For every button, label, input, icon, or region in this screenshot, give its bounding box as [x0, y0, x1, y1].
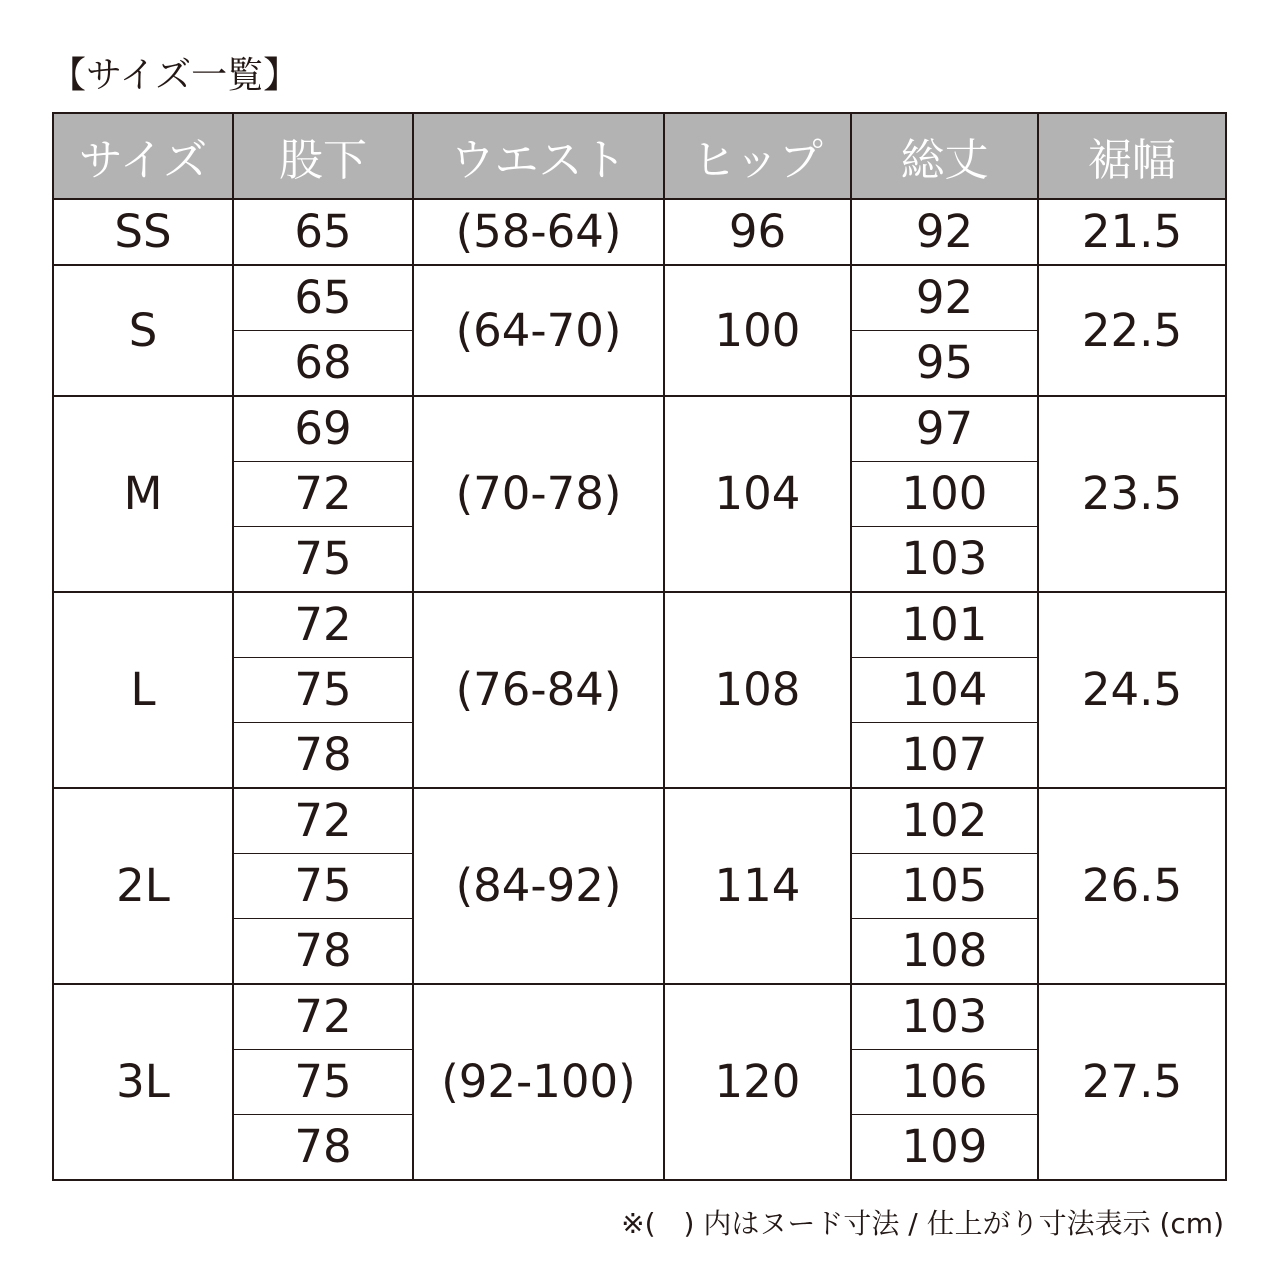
cell-waist: (58-64) — [413, 199, 664, 265]
cell-inseam: 75 — [233, 527, 413, 593]
cell-size: SS — [53, 199, 233, 265]
table-row — [53, 265, 1226, 331]
cell-total-length: 109 — [851, 1115, 1038, 1181]
footnote: ※( ) 内はヌード寸法 / 仕上がり寸法表示 (cm) — [621, 1207, 1224, 1240]
cell-waist: (76-84) — [413, 592, 664, 788]
cell-size: S — [53, 265, 233, 396]
cell-total-length: 103 — [851, 984, 1038, 1050]
cell-size: 2L — [53, 788, 233, 984]
table-row — [53, 984, 1226, 1050]
cell-hem-width: 26.5 — [1038, 788, 1226, 984]
cell-inseam: 78 — [233, 919, 413, 985]
cell-total-length: 103 — [851, 527, 1038, 593]
cell-hip: 96 — [664, 199, 851, 265]
header-hip: ヒップ — [664, 113, 851, 199]
cell-inseam: 75 — [233, 658, 413, 723]
cell-inseam: 65 — [233, 199, 413, 265]
cell-total-length: 104 — [851, 658, 1038, 723]
cell-waist: (70-78) — [413, 396, 664, 592]
cell-total-length: 102 — [851, 788, 1038, 854]
cell-inseam: 78 — [233, 723, 413, 789]
cell-inseam: 72 — [233, 984, 413, 1050]
header-total-length: 総丈 — [851, 113, 1038, 199]
cell-total-length: 106 — [851, 1050, 1038, 1115]
cell-total-length: 105 — [851, 854, 1038, 919]
table-header-row — [53, 113, 1226, 199]
cell-hip: 114 — [664, 788, 851, 984]
cell-inseam: 72 — [233, 462, 413, 527]
cell-hem-width: 24.5 — [1038, 592, 1226, 788]
cell-hip: 104 — [664, 396, 851, 592]
cell-hip: 108 — [664, 592, 851, 788]
cell-hip: 100 — [664, 265, 851, 396]
cell-size: M — [53, 396, 233, 592]
header-size: サイズ — [53, 113, 233, 199]
page-title: 【サイズ一覧】 — [50, 55, 300, 96]
cell-inseam: 75 — [233, 1050, 413, 1115]
cell-inseam: 68 — [233, 331, 413, 397]
cell-hip: 120 — [664, 984, 851, 1180]
header-inseam: 股下 — [233, 113, 413, 199]
cell-inseam: 65 — [233, 265, 413, 331]
cell-waist: (64-70) — [413, 265, 664, 396]
cell-inseam: 72 — [233, 592, 413, 658]
size-table — [52, 112, 1227, 1181]
cell-hem-width: 21.5 — [1038, 199, 1226, 265]
cell-inseam: 75 — [233, 854, 413, 919]
header-hem-width: 裾幅 — [1038, 113, 1226, 199]
cell-size: L — [53, 592, 233, 788]
cell-hem-width: 22.5 — [1038, 265, 1226, 396]
table-row — [53, 396, 1226, 462]
cell-total-length: 107 — [851, 723, 1038, 789]
table-row — [53, 592, 1226, 658]
cell-inseam: 78 — [233, 1115, 413, 1181]
cell-total-length: 97 — [851, 396, 1038, 462]
cell-inseam: 72 — [233, 788, 413, 854]
cell-size: 3L — [53, 984, 233, 1180]
cell-waist: (92-100) — [413, 984, 664, 1180]
cell-total-length: 100 — [851, 462, 1038, 527]
cell-inseam: 69 — [233, 396, 413, 462]
cell-total-length: 108 — [851, 919, 1038, 985]
cell-hem-width: 23.5 — [1038, 396, 1226, 592]
table-body — [53, 199, 1226, 1180]
cell-total-length: 101 — [851, 592, 1038, 658]
cell-total-length: 92 — [851, 199, 1038, 265]
cell-total-length: 95 — [851, 331, 1038, 397]
cell-waist: (84-92) — [413, 788, 664, 984]
table-row — [53, 788, 1226, 854]
table-row — [53, 199, 1226, 265]
header-waist: ウエスト — [413, 113, 664, 199]
cell-total-length: 92 — [851, 265, 1038, 331]
cell-hem-width: 27.5 — [1038, 984, 1226, 1180]
